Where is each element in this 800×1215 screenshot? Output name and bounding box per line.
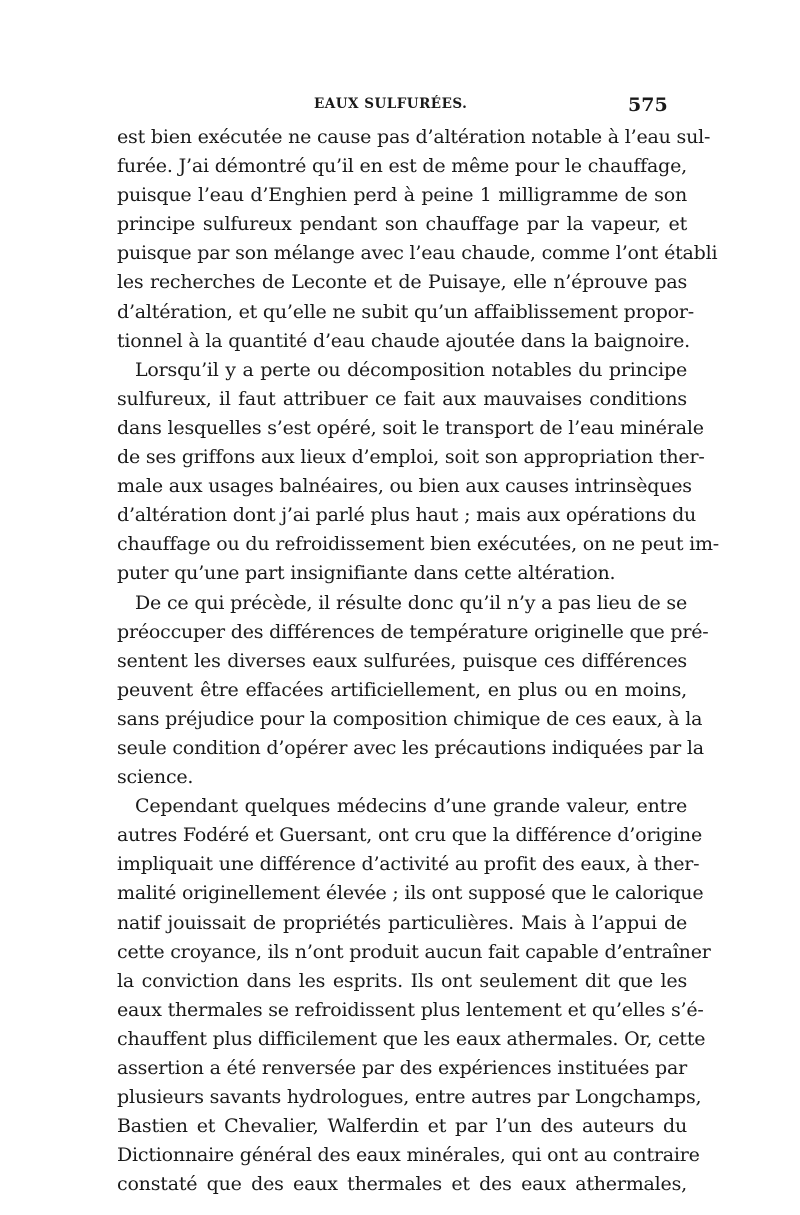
text-line: puisque par son mélange avec l’eau chaude, comme l’ont établi (117, 242, 718, 265)
text-line: d’altération dont j’ai parlé plus haut ; mais aux opérations du (117, 504, 697, 527)
text-line: autres Fodéré et Guersant, ont cru que la différence d’origine (117, 824, 702, 847)
text-line: principe sulfureux pendant son chauffage par la vapeur, et (117, 213, 687, 236)
paragraph-start-line: Cependant quelques médecins d’une grande valeur, entre (135, 795, 687, 818)
text-line: male aux usages balnéaires, ou bien aux causes intrinsèques (117, 475, 692, 498)
paragraph-start-line: De ce qui précède, il résulte donc qu’il n’y a pas lieu de se (135, 591, 687, 614)
text-line: assertion a été renversée par des expériences instituées par (117, 1057, 688, 1079)
text-line: Bastien et Chevalier, Walferdin et par l’un des auteurs du (117, 1115, 687, 1138)
text-line: natif jouissait de propriétés particulières. Mais à l’appui de (117, 911, 687, 934)
page-number: 575 (628, 94, 668, 116)
text-line: dans lesquelles s’est opéré, soit le transport de l’eau minérale (117, 416, 704, 439)
text-line: plusieurs savants hydrologues, entre autres par Longchamps, (117, 1086, 702, 1109)
paragraph-start-line: Lorsqu’il y a perte ou décomposition notables du principe (135, 358, 687, 381)
text-line: eaux thermales se refroidissent plus lentement et qu’elles s’é- (117, 998, 704, 1021)
running-title: EAUX SULFURÉES. (314, 96, 468, 112)
text-line: Dictionnaire général des eaux minérales, qui ont au contraire (117, 1144, 700, 1167)
text-line: d’altération, et qu’elle ne subit qu’un affaiblissement propor- (117, 300, 694, 323)
text-line: la conviction dans les esprits. Ils ont seulement dit que les (117, 969, 687, 992)
running-head (0, 94, 800, 118)
text-line: sulfureux, il faut attribuer ce fait aux mauvaises conditions (117, 387, 687, 410)
text-line: puter qu’une part insignifiante dans cette altération. (117, 562, 616, 585)
text-line: préoccuper des différences de température originelle que pré- (117, 620, 709, 643)
text-line: chauffent plus difficilement que les eaux athermales. Or, cette (117, 1027, 706, 1050)
text-line: sentent les diverses eaux sulfurées, puisque ces différences (117, 649, 687, 672)
text-line: tionnel à la quantité d’eau chaude ajoutée dans la baignoire. (117, 329, 690, 352)
text-line: constaté que des eaux thermales et des eaux athermales, (117, 1173, 687, 1196)
text-line: cette croyance, ils n’ont produit aucun fait capable d’entraîner (117, 940, 711, 963)
text-line: chauffage ou du refroidissement bien exécutées, on ne peut im- (117, 533, 720, 556)
text-line: de ses griffons aux lieux d’emploi, soit son appropriation ther- (117, 446, 705, 469)
text-line: impliquait une différence d’activité au profit des eaux, à ther- (117, 853, 700, 876)
text-line: peuvent être effacées artificiellement, en plus ou en moins, (117, 678, 687, 701)
text-line: seule condition d’opérer avec les précautions indiquées par la (117, 736, 704, 759)
text-line: malité originellement élevée ; ils ont supposé que le calorique (117, 882, 704, 905)
body-text (117, 123, 720, 1199)
text-line: sans préjudice pour la composition chimique de ces eaux, à la (117, 707, 703, 730)
text-line: puisque l’eau d’Enghien perd à peine 1 milligramme de son (117, 184, 687, 207)
text-line: science. (117, 766, 194, 789)
text-line: les recherches de Leconte et de Puisaye, elle n’éprouve pas (117, 271, 687, 294)
text-line: est bien exécutée ne cause pas d’altération notable à l’eau sul- (117, 126, 711, 148)
text-line: furée. J’ai démontré qu’il en est de même pour le chauffage, (117, 155, 687, 178)
